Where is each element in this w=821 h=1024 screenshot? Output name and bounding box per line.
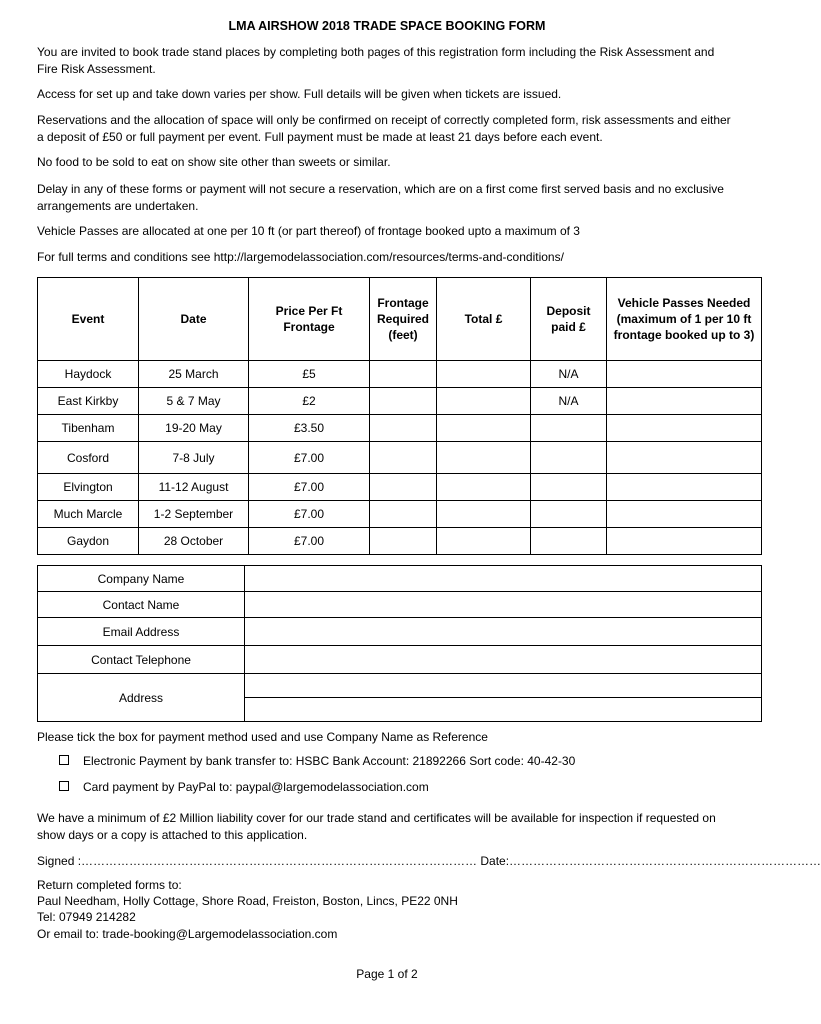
payment-intro: Please tick the box for payment method used and use Company Name as Reference — [37, 730, 488, 744]
company-name-label: Company Name — [38, 566, 245, 592]
total-input-cell[interactable] — [437, 388, 531, 415]
delay-paragraph: Delay in any of these forms or payment will not secure a reservation, which are on a first come first served basis and no exclusive arrangements are undertaken. — [37, 182, 724, 213]
deposit-cell: N/A — [531, 361, 607, 388]
food-paragraph: No food to be sold to eat on show site other than sweets or similar. — [37, 155, 391, 169]
date-cell: 19-20 May — [139, 415, 249, 442]
page-number: Page 1 of 2 — [356, 967, 418, 981]
return-address: Paul Needham, Holly Cottage, Shore Road, Freiston, Boston, Lincs, PE22 0NH — [37, 894, 458, 908]
vehicle-passes-input-cell[interactable] — [607, 388, 762, 415]
event-cell: Much Marcle — [38, 501, 139, 528]
email-address-label: Email Address — [38, 618, 245, 646]
bank-transfer-label: Electronic Payment by bank transfer to: HSBC Bank Account: 21892266 Sort code: 40-42-30 — [83, 754, 576, 768]
deposit-input-cell[interactable] — [531, 474, 607, 501]
total-input-cell[interactable] — [437, 442, 531, 474]
price-cell: £3.50 — [249, 415, 370, 442]
paypal-checkbox[interactable] — [59, 781, 69, 791]
events-table — [37, 277, 762, 555]
date-cell: 11-12 August — [139, 474, 249, 501]
bank-transfer-option[interactable] — [59, 754, 739, 768]
deposit-input-cell[interactable] — [531, 528, 607, 555]
contact-telephone-label: Contact Telephone — [38, 646, 245, 674]
table-row — [38, 361, 762, 388]
header-total: Total £ — [437, 278, 531, 361]
price-cell: £5 — [249, 361, 370, 388]
paypal-option[interactable] — [59, 780, 739, 794]
header-vehicle-passes: Vehicle Passes Needed (maximum of 1 per 10 ft frontage booked up to 3) — [607, 278, 762, 361]
vehicle-passes-input-cell[interactable] — [607, 442, 762, 474]
contact-telephone-field[interactable] — [245, 646, 762, 674]
frontage-input-cell[interactable] — [370, 361, 437, 388]
total-input-cell[interactable] — [437, 361, 531, 388]
event-cell: Cosford — [38, 442, 139, 474]
vehicle-passes-input-cell[interactable] — [607, 501, 762, 528]
total-input-cell[interactable] — [437, 528, 531, 555]
table-row — [38, 442, 762, 474]
vehicle-passes-input-cell[interactable] — [607, 474, 762, 501]
email-address-field[interactable] — [245, 618, 762, 646]
date-cell: 1-2 September — [139, 501, 249, 528]
vehicle-passes-input-cell[interactable] — [607, 361, 762, 388]
table-row — [38, 528, 762, 555]
deposit-input-cell[interactable] — [531, 501, 607, 528]
contact-name-field[interactable] — [245, 592, 762, 618]
paypal-label: Card payment by PayPal to: paypal@largemodelassociation.com — [83, 780, 429, 794]
price-cell: £2 — [249, 388, 370, 415]
reservation-paragraph: Reservations and the allocation of space will only be confirmed on receipt of correctly completed form, risk assessments and either a deposit of £50 or full payment per event. Full payment must be made at least 21 days before each event. — [37, 113, 731, 144]
table-row — [38, 415, 762, 442]
event-cell: Tibenham — [38, 415, 139, 442]
form-title: LMA AIRSHOW 2018 TRADE SPACE BOOKING FORM — [228, 19, 546, 33]
table-row — [38, 388, 762, 415]
price-cell: £7.00 — [249, 474, 370, 501]
events-header-row — [38, 278, 762, 361]
deposit-input-cell[interactable] — [531, 442, 607, 474]
address-field-line-2[interactable] — [245, 698, 762, 722]
price-cell: £7.00 — [249, 442, 370, 474]
deposit-input-cell[interactable] — [531, 415, 607, 442]
return-heading: Return completed forms to: — [37, 878, 182, 892]
header-price: Price Per Ft Frontage — [249, 278, 370, 361]
intro-paragraph: You are invited to book trade stand places by completing both pages of this registration form including the Risk Assessment and Fire Risk Assessment. — [37, 45, 715, 76]
price-cell: £7.00 — [249, 501, 370, 528]
frontage-input-cell[interactable] — [370, 474, 437, 501]
event-cell: East Kirkby — [38, 388, 139, 415]
contact-details-table — [37, 565, 762, 722]
liability-paragraph: We have a minimum of £2 Million liability cover for our trade stand and certificates will be available for inspection if requested on show days or a copy is attached to this application. — [37, 811, 716, 842]
date-cell: 5 & 7 May — [139, 388, 249, 415]
signature-line[interactable]: Signed :……………………………………………………………………………………… Date:…………………………………………………………………… — [37, 854, 821, 868]
frontage-input-cell[interactable] — [370, 501, 437, 528]
return-email: Or email to: trade-booking@Largemodelassociation.com — [37, 927, 338, 941]
return-telephone: Tel: 07949 214282 — [37, 910, 136, 924]
header-event: Event — [38, 278, 139, 361]
frontage-input-cell[interactable] — [370, 442, 437, 474]
date-cell: 28 October — [139, 528, 249, 555]
date-cell: 25 March — [139, 361, 249, 388]
contact-name-label: Contact Name — [38, 592, 245, 618]
total-input-cell[interactable] — [437, 501, 531, 528]
access-paragraph: Access for set up and take down varies per show. Full details will be given when tickets are issued. — [37, 87, 562, 101]
header-deposit: Deposit paid £ — [531, 278, 607, 361]
bank-transfer-checkbox[interactable] — [59, 755, 69, 765]
total-input-cell[interactable] — [437, 415, 531, 442]
deposit-cell: N/A — [531, 388, 607, 415]
company-name-field[interactable] — [245, 566, 762, 592]
terms-paragraph: For full terms and conditions see http://largemodelassociation.com/resources/terms-and-conditions/ — [37, 250, 564, 264]
table-row — [38, 566, 762, 592]
price-cell: £7.00 — [249, 528, 370, 555]
event-cell: Haydock — [38, 361, 139, 388]
table-row — [38, 592, 762, 618]
date-cell: 7-8 July — [139, 442, 249, 474]
vehicle-passes-input-cell[interactable] — [607, 528, 762, 555]
vehicle-passes-input-cell[interactable] — [607, 415, 762, 442]
header-date: Date — [139, 278, 249, 361]
table-row — [38, 474, 762, 501]
event-cell: Elvington — [38, 474, 139, 501]
header-frontage: Frontage Required (feet) — [370, 278, 437, 361]
total-input-cell[interactable] — [437, 474, 531, 501]
table-row — [38, 618, 762, 646]
frontage-input-cell[interactable] — [370, 528, 437, 555]
vehicle-passes-paragraph: Vehicle Passes are allocated at one per 10 ft (or part thereof) of frontage booked upto a maximum of 3 — [37, 224, 580, 238]
address-label: Address — [38, 674, 245, 722]
table-row — [38, 646, 762, 674]
address-field-line-1[interactable] — [245, 674, 762, 698]
event-cell: Gaydon — [38, 528, 139, 555]
table-row — [38, 501, 762, 528]
table-row — [38, 674, 762, 698]
frontage-input-cell[interactable] — [370, 388, 437, 415]
frontage-input-cell[interactable] — [370, 415, 437, 442]
